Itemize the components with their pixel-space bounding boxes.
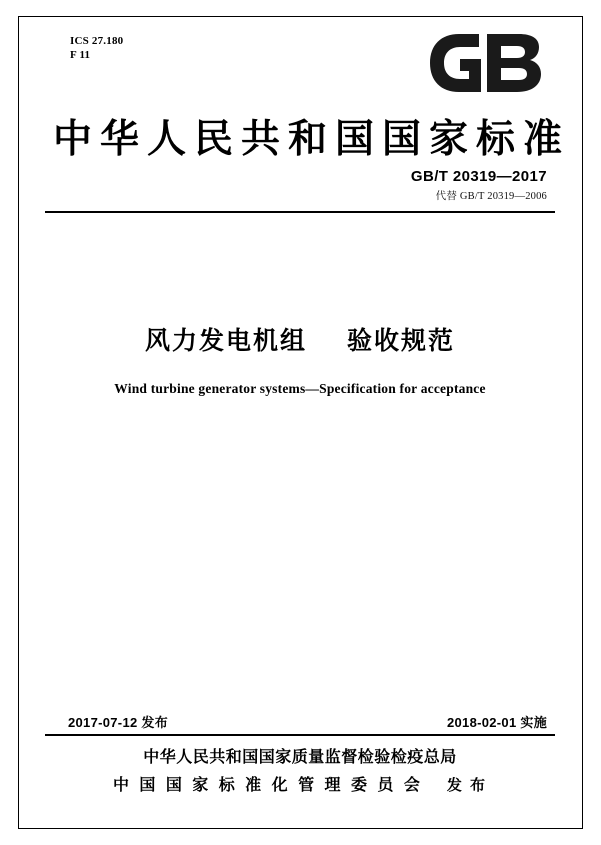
document-title-cn [45, 321, 555, 357]
classification-code: F 11 [70, 49, 91, 61]
ics-code: ICS 27.180 [70, 35, 124, 47]
publish-label: 发 布 [446, 777, 488, 794]
issuer-line-2: 中 国 国 家 标 准 化 管 理 委 员 会 [112, 777, 423, 794]
divider-top [45, 211, 555, 213]
document-title-en: Wind turbine generator systems—Specification for acceptance [114, 381, 486, 396]
issuer-block [45, 744, 555, 795]
implementation-date: 2018-02-01 实施 [446, 715, 547, 730]
gb-logo-icon [427, 32, 547, 94]
page-title: 中华人民共和国国家标准 [53, 118, 571, 161]
issue-date: 2017-07-12 发布 [68, 715, 169, 730]
document-title-cn-part2: 验收规范 [346, 327, 455, 355]
ics-block [70, 34, 123, 62]
document-title-cn-part1: 风力发电机组 [145, 327, 308, 355]
issuer-line-1: 中华人民共和国国家质量监督检验检疫总局 [143, 749, 457, 766]
standard-number: GB/T 20319—2017 [410, 168, 547, 185]
replaces-standard: 代替 GB/T 20319—2006 [435, 191, 547, 202]
issuer-line-2-row [45, 772, 555, 795]
cover-content [45, 26, 571, 816]
divider-bottom [45, 734, 555, 736]
standard-number-block [247, 168, 547, 203]
